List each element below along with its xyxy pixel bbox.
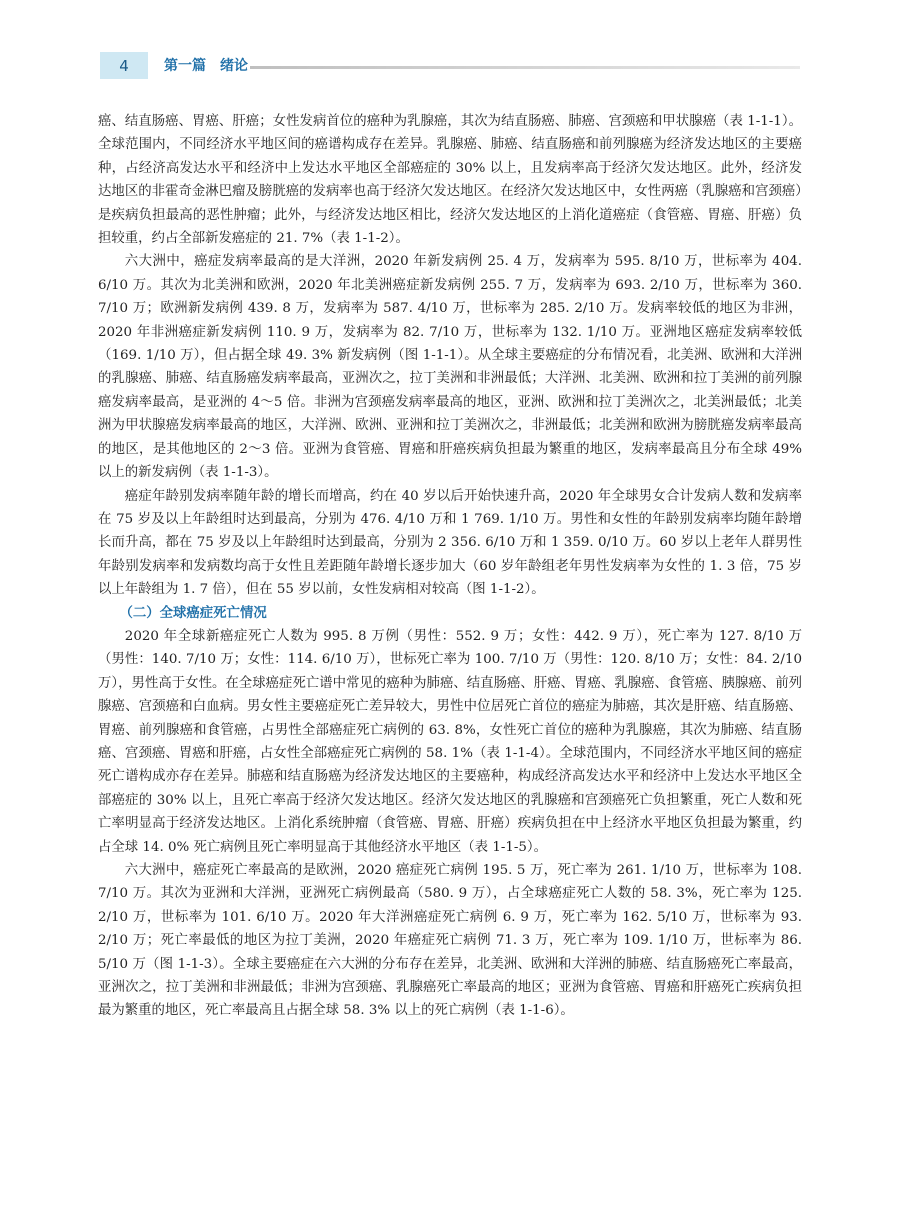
paragraph-2: 六大洲中，癌症发病率最高的是大洋洲，2020 年新发病例 25. 4 万，发病率为 595. 8/10 万，世标率为 404. 6/10 万。其次为北美洲和欧洲，2020 年北美洲癌症新发病例 255. 7 万，发病率为 693. 2/10 万，世标率为 360. 7/10 万；欧洲新发病例 439. 8 万，发病率为 587. 4/10 万，世标率为 285. 2/10 万。发病率较低的地区为非洲，2020 年非洲癌症新发病例 110. 9 万，发病率为 82. 7/10 万，世标率为 132. 1/10 万。亚洲地区癌症发病率较低（169. 1/10 万），但占据全球 49. 3% 新发病例（图 1-1-1）。从全球主要癌症的分布情况看，北美洲、欧洲和大洋洲的乳腺癌、肺癌、结直肠癌发病率最高，亚洲次之，拉丁美洲和非洲最低；大洋洲、北美洲、欧洲和拉丁美洲的前列腺癌发病率最高，是亚洲的 4～5 倍。非洲为宫颈癌发病率最高的地区，亚洲、欧洲和拉丁美洲次之，北美洲最低；北美洲为甲状腺癌发病率最高的地区，大洋洲、欧洲、亚洲和拉丁美洲次之，非洲最低；北美洲和欧洲为膀胱癌发病率最高的地区，是其他地区的 2～3 倍。亚洲为食管癌、胃癌和肝癌疾病负担最为繁重的地区，发病率最高且分布全球 49% 以上的新发病例（表 1-1-3）。 bbox=[98, 254, 802, 481]
paragraph-3: 癌症年龄别发病率随年龄的增长而增高，约在 40 岁以后开始快速升高，2020 年全球男女合计发病人数和发病率在 75 岁及以上年龄组时达到最高，分别为 476. 4/10 万和 1 769. 1/10 万。男性和女性的年龄别发病率均随年龄增长而升高，都在 75 岁及以上年龄组时达到最高，分别为 2 356. 6/10 万和 1 359. 0/10 万。60 岁以上老年人群男性年龄别发病率和发病数均高于女性且差距随年龄增长逐步加大（60 岁年龄组老年男性发病率为女性的 1. 3 倍，75 岁以上年龄组为 1. 7 倍），但在 55 岁以前，女性发病相对较高（图 1-1-2）。 bbox=[98, 488, 802, 598]
paragraph-4: 2020 年全球新癌症死亡人数为 995. 8 万例（男性：552. 9 万；女性：442. 9 万），死亡率为 127. 8/10 万（男性：140. 7/10 万；女性：114. 6/10 万），世标死亡率为 100. 7/10 万（男性：120. 8/10 万；女性：84. 2/10 万），男性高于女性。在全球癌症死亡谱中常见的癌种为肺癌、结直肠癌、肝癌、胃癌、乳腺癌、食管癌、胰腺癌、前列腺癌、宫颈癌和白血病。男女性主要癌症死亡差异较大，男性中位居死亡首位的癌症为肺癌，其次是肝癌、结直肠癌、胃癌、前列腺癌和食管癌，占男性全部癌症死亡病例的 63. 8%，女性死亡首位的癌种为乳腺癌，其次为肺癌、结直肠癌、宫颈癌、胃癌和肝癌，占女性全部癌症死亡病例的 58. 1%（表 1-1-4）。全球范围内，不同经济水平地区间的癌症死亡谱构成亦存在差异。肺癌和结直肠癌为经济发达地区的主要癌种，构成经济高发达水平和经济中上发达水平地区全部癌症的 30% 以上，且死亡率高于经济欠发达地区。经济欠发达地区的乳腺癌和宫颈癌死亡负担繁重，死亡人数和死亡率明显高于经济发达地区。上消化系统肿瘤（食管癌、胃癌、肝癌）疾病负担在中上经济水平地区负担最为繁重，约占全球 14. 0% 死亡病例且死亡率明显高于其他经济水平地区（表 1-1-5）。 bbox=[98, 628, 802, 855]
page-body bbox=[98, 110, 802, 1023]
header-rule bbox=[250, 66, 800, 69]
chapter-label: 绪论 bbox=[220, 58, 248, 74]
part-label: 第一篇 bbox=[164, 58, 206, 74]
paragraph-1: 癌、结直肠癌、胃癌、肝癌；女性发病首位的癌种为乳腺癌，其次为结直肠癌、肺癌、宫颈癌和甲状腺癌（表 1-1-1）。全球范围内，不同经济水平地区间的癌谱构成存在差异。乳腺癌、肺癌、结直肠癌和前列腺癌为经济发达地区的主要癌种，占经济高发达水平和经济中上发达水平地区全部癌症的 30% 以上，且发病率高于经济欠发达地区。此外，经济发达地区的非霍奇金淋巴瘤及膀胱癌的发病率也高于经济欠发达地区。在经济欠发达地区中，女性两癌（乳腺癌和宫颈癌）是疾病负担最高的恶性肿瘤；此外，与经济发达地区相比，经济欠发达地区的上消化道癌症（食管癌、胃癌、肝癌）负担较重，约占全部新发癌症的 21. 7%（表 1-1-2）。 bbox=[98, 114, 802, 247]
page-number: 4 bbox=[100, 52, 148, 79]
section-heading: （二）全球癌症死亡情况 bbox=[119, 605, 267, 621]
running-header bbox=[0, 0, 900, 90]
paragraph-5: 六大洲中，癌症死亡率最高的是欧洲，2020 癌症死亡病例 195. 5 万，死亡率为 261. 1/10 万，世标率为 108. 7/10 万。其次为亚洲和大洋洲，亚洲死亡病例最高（580. 9 万），占全球癌症死亡人数的 58. 3%，死亡率为 125. 2/10 万，世标率为 101. 6/10 万。2020 年大洋洲癌症死亡病例 6. 9 万，死亡率为 162. 5/10 万，世标率为 93. 2/10 万；死亡率最低的地区为拉丁美洲，2020 年癌症死亡病例 71. 3 万，死亡率为 109. 1/10 万，世标率为 86. 5/10 万（图 1-1-3）。全球主要癌症在六大洲的分布存在差异，北美洲、欧洲和大洋洲的肺癌、结直肠癌死亡率最高，亚洲次之，拉丁美洲和非洲最低；非洲为宫颈癌、乳腺癌死亡率最高的地区；亚洲为食管癌、胃癌和肝癌死亡疾病负担最为繁重的地区，死亡率最高且占据全球 58. 3% 以上的死亡病例（表 1-1-6）。 bbox=[98, 863, 802, 1019]
chapter-title bbox=[164, 55, 262, 75]
